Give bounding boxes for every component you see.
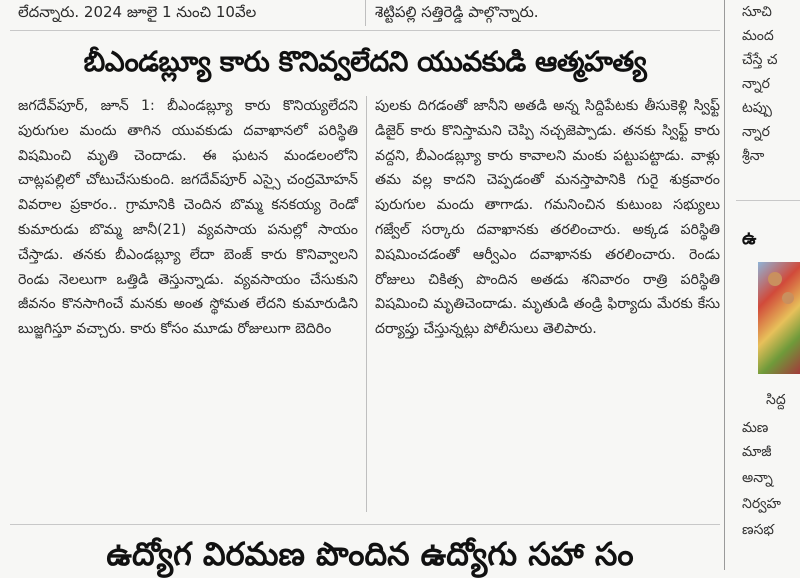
- adjacent-rule: [736, 200, 800, 201]
- adjacent-heading: ఉ: [742, 228, 757, 249]
- article-body-right: పులకు దిగడంతో జానీని అతడి అన్న సిద్దిపేటకు తీసుకెళ్లి స్విఫ్ట్ డిజైర్ కారు కొనిస్తామని చెప్పి నచ్చజెప్పాడు. తనకు స్విఫ్ట్ కారు వద్దని, బీఎండబ్ల్యూ కారు కావాలని మంకు పట్టుపట్టాడు. వాళ్లు తమ వల్ల కాదని చెప్పడంతో మనస్తాపానికి గురై శుక్రవారం పురుగుల మందు తాగాడు. గమనించిన కుటుంబ సభ్యులు గజ్వేల్ సర్కారు దవాఖానకు తరలించారు. అక్కడ పరిస్థితి విషమించడంతో ఆర్వీఎం దవాఖానకు తరలించారు. రెండు రోజులు చికిత్స పొందిన అతడు శనివారం రాత్రి పరిస్థితి విషమించి మృతిచెందాడు. మృతుడి తండ్రి ఫిర్యాదు మేరకు కేసు దర్యాప్తు చేస్తున్నట్లు పోలీసులు తెలిపారు.: [375, 98, 720, 338]
- column-divider-top: [365, 0, 366, 26]
- adjacent-text-line: సిద్ద: [766, 392, 786, 408]
- adjacent-text-line: మంద: [742, 28, 774, 44]
- adjacent-text-line: నిర్వహ: [742, 496, 782, 512]
- adjacent-text-line: మణ: [742, 420, 769, 436]
- photo-figure: [782, 292, 794, 304]
- previous-article-tail-left: లేదన్నారు. 2024 జూలై 1 నుంచి 10వేల: [18, 3, 257, 21]
- adjacent-text-line: మాజీ: [742, 444, 772, 460]
- adjacent-text-line: చేస్తే చ: [742, 52, 778, 68]
- article-column-left: [18, 94, 358, 514]
- article-column-right: [375, 94, 720, 514]
- adjacent-text-line: సూచి: [742, 4, 772, 20]
- adjacent-column: [730, 0, 800, 570]
- section-rule-top: [10, 30, 720, 31]
- article-headline: బీఎండబ్ల్యూ కారు కొనివ్వలేదని యువకుడి ఆత్మహత్య: [83, 45, 647, 78]
- column-divider: [366, 96, 367, 512]
- adjacent-text-line: ణసభ: [742, 522, 774, 538]
- adjacent-text-line: శ్రీనా: [742, 148, 765, 164]
- article-body-left: జగదేవ్‌పూర్, జూన్ 1: బీఎండబ్ల్యూ కారు కొనియ్యలేదని పురుగుల మందు తాగిన యువకుడు దవాఖానలో పరిస్థితి విషమించి మృతి చెందాడు. ఈ ఘటన మండలంలోని చాట్లపల్లిలో చోటుచేసుకుంది. జగదేవ్‌పూర్ ఎస్సై చంద్రమోహన్ వివరాల ప్రకారం.. గ్రామానికి చెందిన బొమ్మ కనకయ్య రెండో కుమారుడు బొమ్మ జానీ(21) వ్యవసాయ పనుల్లో సాయం చేస్తాడు. తనకు బీఎండబ్ల్యూ లేదా బెంజ్ కారు కొనివ్వాలని రెండు నెలలుగా ఒత్తిడి తెస్తున్నాడు. వ్యవసాయం చేసుకుని జీవనం కొనసాగించే మనకు అంత స్థోమత లేదని కుమారుడిని బుజ్జగిస్తూ వచ్చారు. కారు కోసం మూడు రోజులుగా బెదిరిం: [18, 98, 358, 338]
- next-article-headline: ఉద్యోగ విరమణ పొందిన ఉద్యోగు సహా సం: [106, 535, 634, 573]
- adjacent-photo: [758, 262, 800, 374]
- previous-article-tail-right: శెట్టిపల్లి సత్తిరెడ్డి పాల్గొన్నారు.: [375, 3, 539, 21]
- page-divider-right: [724, 0, 725, 570]
- adjacent-text-line: న్నార: [742, 76, 770, 92]
- photo-figure: [768, 272, 782, 286]
- adjacent-text-line: టప్పు: [742, 100, 772, 116]
- adjacent-text-line: అన్నా: [742, 470, 773, 486]
- adjacent-text-line: న్నార: [742, 124, 770, 140]
- section-rule-bottom: [10, 524, 720, 525]
